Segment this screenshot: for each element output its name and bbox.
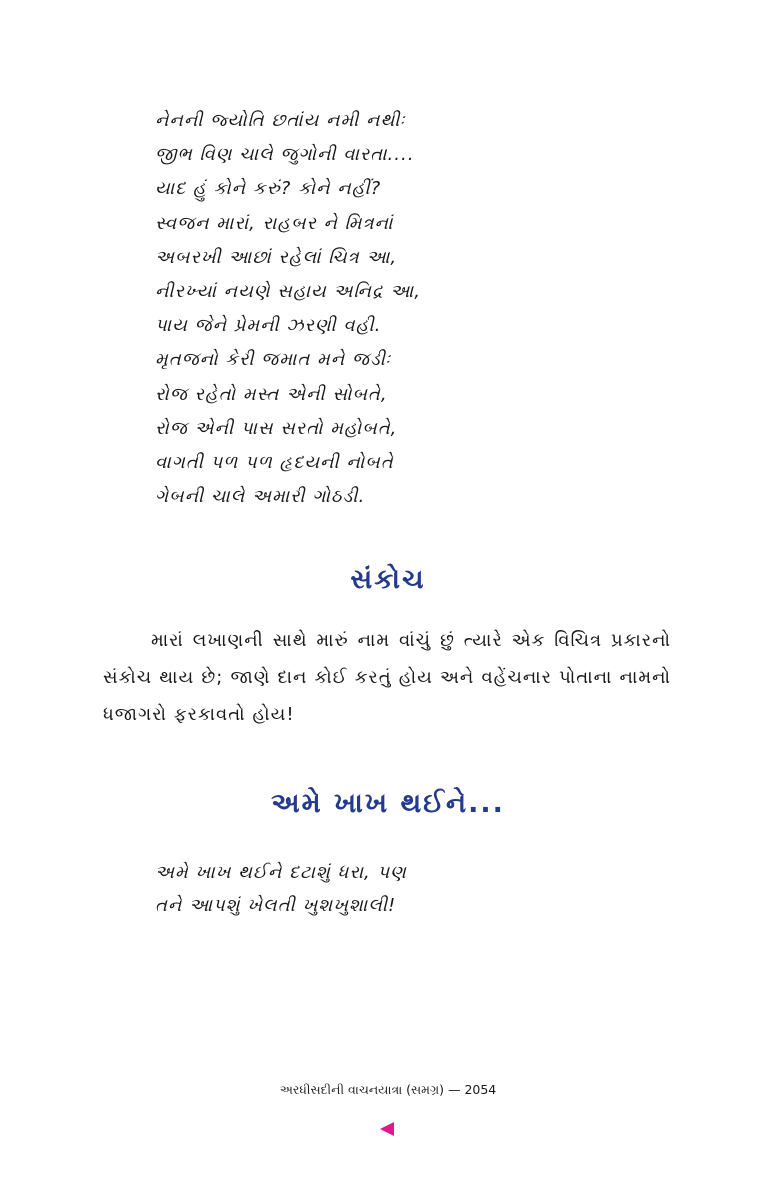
poem-line: તને આપશું ખેલતી ખુશખુશાલી! [155,895,397,916]
left-triangle-arrow-icon[interactable] [380,1122,394,1136]
poem-line: જીભ વિણ ચાલે જુગોની વારતા.... [155,144,415,166]
poem-line: ગેબની ચાલે અમારી ગોઠડી. [155,486,366,508]
poem-line: નીરખ્યાં નયણે સહાય અનિદ્ર આ, [155,281,421,303]
page-footer: અરધીસદીની વાચનયાત્રા (સમગ્ર) — 2054 [279,1082,497,1097]
poem-line: રોજ રહેતો મસ્ત એની સોબતે, [155,383,388,405]
poem-line: રોજ એની પાસ સરતો મહોબતે, [155,417,398,439]
poem-line: મૃતજનો કેરી જમાત મને જડીઃ [155,349,392,371]
poem-line: અબરખી આછાં રહેલાં ચિત્ર આ, [155,246,398,268]
poem-line: યાદ હું કોને કરું? કોને નહીં? [155,178,382,200]
poem-line: અમે ખાખ થઈને દટાશું ધરા, પણ [155,862,407,883]
poem-line: સ્વજન મારાં, રાહબર ને મિત્રનાં [155,212,394,234]
poem-line: વાગતી પળ પળ હૃદયની નોબતે [155,452,394,474]
poem-top [155,104,575,514]
poem-bottom [155,856,575,922]
poem-line: નેનની જ્યોતિ છતાંય નમી નથીઃ [155,110,406,131]
section-heading-ame-khakh: અમે ખાખ થઈને... [271,788,505,819]
poem-line: પાય જેને પ્રેમની ઝરણી વહી. [155,315,382,337]
section-paragraph: મારાં લખાણની સાથે મારું નામ વાંચું છું ત્યારે એક વિચિત્ર પ્રકારનો સંકોચ થાય છે; જાણે દાન કોઈ કરતું હોય અને વહેંચનાર પોતાના નામનો ધજાગરો ફરકાવતો હોય! [103,630,671,725]
section-heading-sankoch: સંકોચ [350,564,426,595]
